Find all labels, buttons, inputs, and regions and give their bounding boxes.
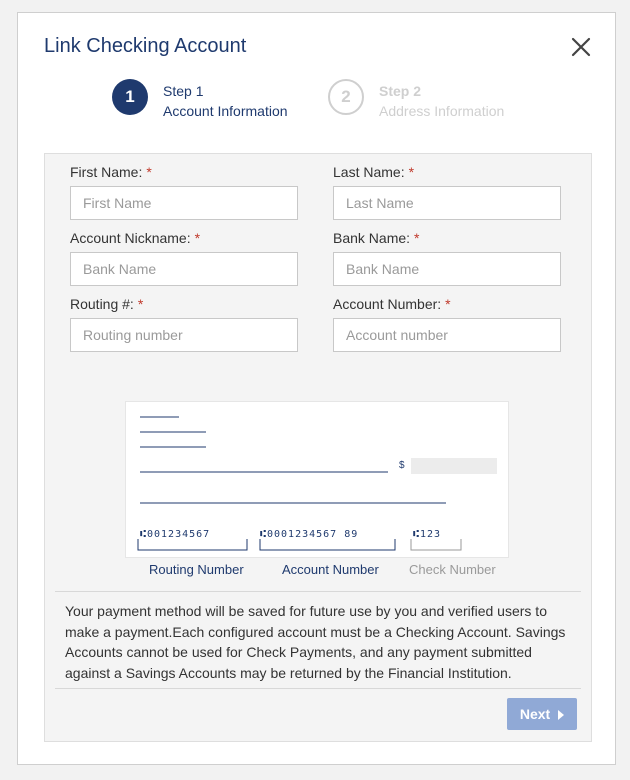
routing-input[interactable] [70, 318, 298, 352]
account-nickname-input[interactable] [70, 252, 298, 286]
next-button[interactable] [507, 698, 577, 730]
account-number-input[interactable] [333, 318, 561, 352]
last-name-input[interactable] [333, 186, 561, 220]
step-2-sublabel: Address Information [379, 103, 505, 119]
first-name-label: First Name: * [70, 164, 152, 180]
check-number-caption: Check Number [409, 562, 496, 577]
modal-title: Link Checking Account [44, 35, 247, 57]
account-number-caption: Account Number [282, 562, 379, 577]
link-account-modal [17, 12, 616, 765]
last-name-label: Last Name: * [333, 164, 415, 180]
bank-name-input[interactable] [333, 252, 561, 286]
close-icon[interactable] [569, 35, 593, 59]
step-1-sublabel: Account Information [163, 103, 288, 119]
dollar-sign: $ [399, 460, 405, 471]
account-number-label: Account Number: * [333, 296, 451, 312]
check-illustration [125, 401, 509, 558]
bank-name-label: Bank Name: * [333, 230, 420, 246]
caret-right-icon [558, 699, 564, 731]
step-2-label: Step 2 [379, 83, 422, 99]
check-micr: ⑆123 [413, 529, 442, 540]
divider [55, 591, 581, 592]
notice-text: Your payment method will be saved for future use by you and verified users to make a payment.Each configured account must be a Checking Account. Savings Accounts cannot be used for Check Payments, and any payment submitted against a Savings Accounts may be returned by the Financial Institution. [65, 603, 566, 681]
divider [55, 688, 581, 689]
routing-micr: ⑆001234567 [140, 529, 211, 540]
next-button-label: Next [519, 706, 551, 722]
routing-number-caption: Routing Number [149, 562, 244, 577]
routing-label: Routing #: * [70, 296, 144, 312]
step-1-circle: 1 [112, 79, 148, 115]
first-name-input[interactable] [70, 186, 298, 220]
account-micr: ⑆0001234567 89 [260, 529, 359, 540]
form-panel [44, 153, 592, 742]
step-1-label: Step 1 [163, 83, 204, 99]
account-nickname-label: Account Nickname: * [70, 230, 201, 246]
step-2-circle: 2 [328, 79, 364, 115]
